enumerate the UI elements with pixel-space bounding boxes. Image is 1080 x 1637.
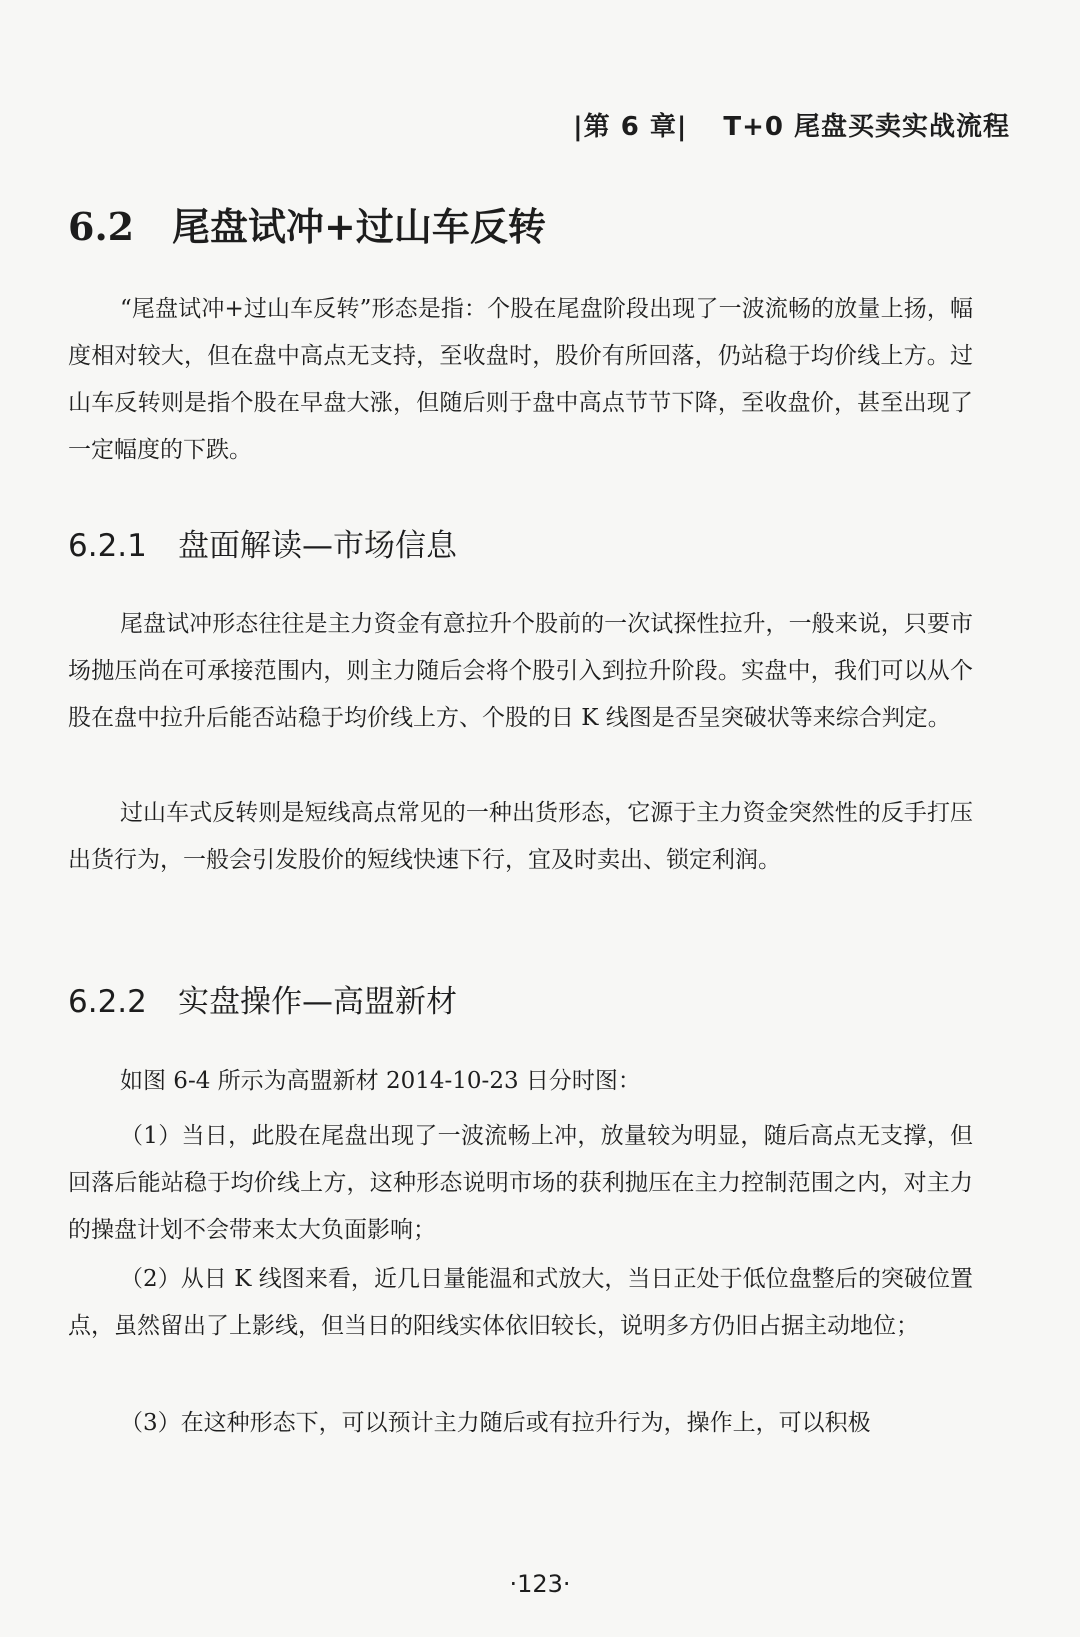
paragraph: 如图 6-4 所示为高盟新材 2014-10-23 日分时图： (120, 1068, 641, 1094)
chapter-title: T+0 尾盘买卖实战流程 (723, 112, 1010, 142)
intro-paragraph: “尾盘试冲+过山车反转”形态是指：个股在尾盘阶段出现了一波流畅的放量上扬，幅度相对较大，但在盘中高点无支持，至收盘时，股价有所回落，仍站稳于均价线上方。过山车反转则是指个股在早盘大涨，但随后则于盘中高点节节下降，至收盘价，甚至出现了一定幅度的下跌。 (68, 296, 973, 463)
subsection-number: 6.2.2 (68, 984, 147, 1020)
running-header (573, 106, 1010, 143)
paragraph: 过山车式反转则是短线高点常见的一种出货形态，它源于主力资金突然性的反手打压出货行为，一般会引发股价的短线快速下行，宜及时卖出、锁定利润。 (68, 800, 973, 873)
subsection-heading-2 (68, 976, 457, 1021)
subsection-heading-1 (68, 520, 457, 565)
page-number: ·123· (509, 1570, 571, 1598)
section-heading (68, 196, 546, 251)
section-number: 6.2 (68, 204, 135, 249)
subsection-title: 实盘操作—高盟新材 (178, 984, 457, 1020)
paragraph: 尾盘试冲形态往往是主力资金有意拉升个股前的一次试探性拉升，一般来说，只要市场抛压尚在可承接范围内，则主力随后会将个股引入到拉升阶段。实盘中，我们可以从个股在盘中拉升后能否站稳于均价线上方、个股的日 K 线图是否呈突破状等来综合判定。 (68, 611, 973, 731)
list-item: （2）从日 K 线图来看，近几日量能温和式放大，当日正处于低位盘整后的突破位置点，虽然留出了上影线，但当日的阳线实体依旧较长，说明多方仍旧占据主动地位； (68, 1266, 973, 1339)
chapter-label: |第 6 章| (573, 112, 688, 142)
subsection-number: 6.2.1 (68, 528, 147, 564)
list-item: （1）当日，此股在尾盘出现了一波流畅上冲，放量较为明显，随后高点无支撑，但回落后能站稳于均价线上方，这种形态说明市场的获利抛压在主力控制范围之内，对主力的操盘计划不会带来太大负面影响； (68, 1123, 973, 1243)
subsection-title: 盘面解读—市场信息 (178, 528, 457, 564)
list-item: （3）在这种形态下，可以预计主力随后或有拉升行为，操作上，可以积极 (120, 1410, 871, 1436)
section-title: 尾盘试冲+过山车反转 (172, 204, 546, 249)
